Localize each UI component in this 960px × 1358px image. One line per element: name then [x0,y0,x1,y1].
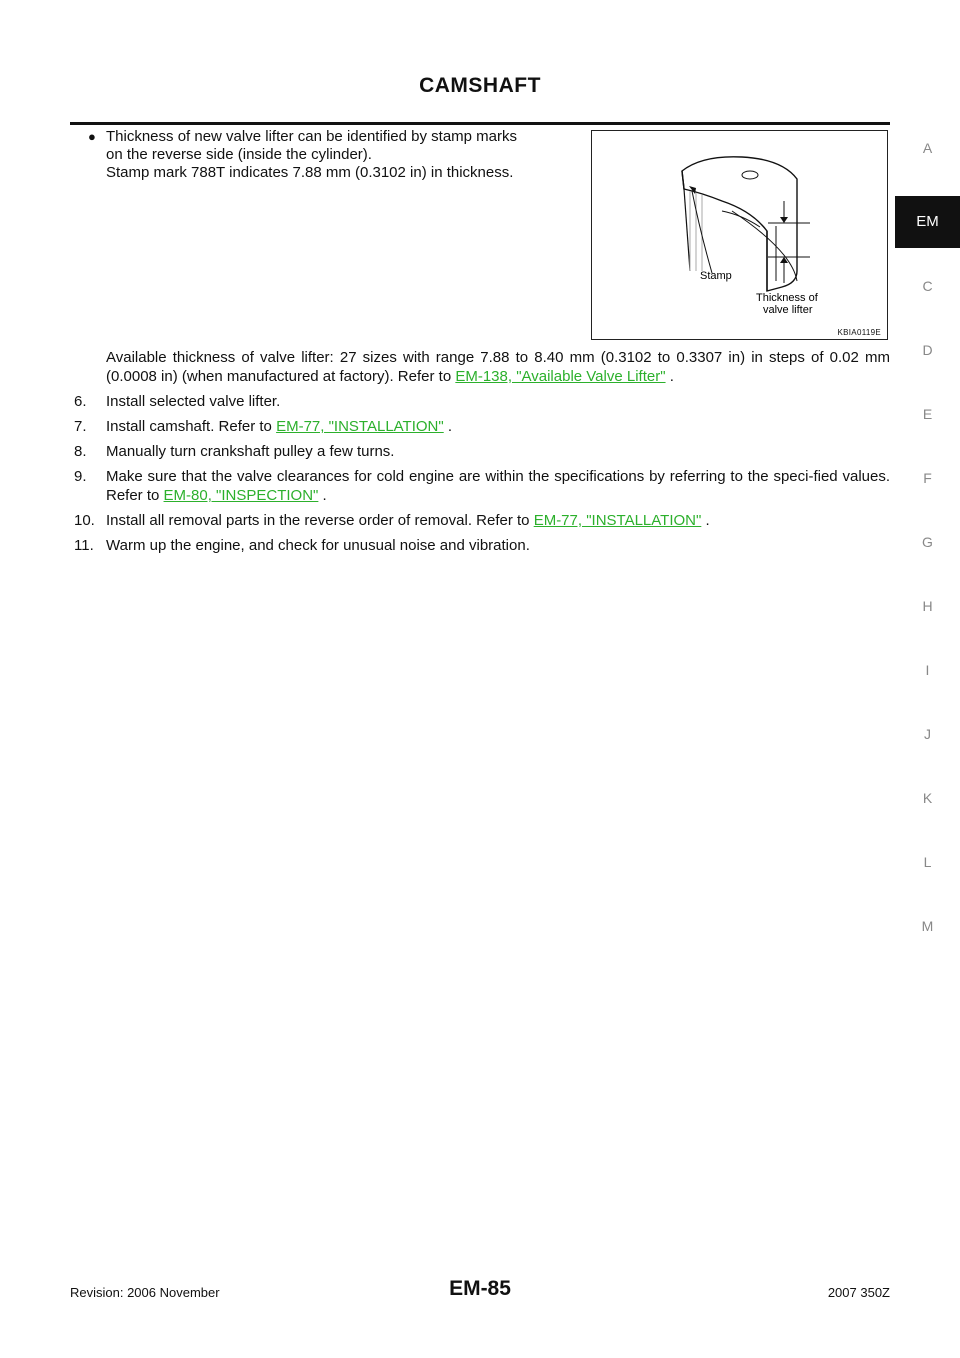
procedure-body [74,348,890,555]
step-text: Manually turn crankshaft pulley a few turns. [106,443,395,460]
link-available-valve-lifter[interactable]: EM-138, "Available Valve Lifter" [455,368,666,385]
bullet-icon: ● [88,129,96,144]
thickness-label: Thickness of [756,292,818,304]
tab-em[interactable]: EM [895,196,960,248]
tab-a[interactable]: A [922,140,933,156]
step-7: 7. Install camshaft. Refer to EM-77, "INSTALLATION" . [74,418,453,435]
page-number: EM-85 [449,1277,511,1300]
tab-f[interactable]: F [923,470,932,486]
tab-d[interactable]: D [922,342,933,358]
valve-lifter-illustration [592,131,889,341]
thickness-label: valve lifter [763,304,813,316]
tab-k[interactable]: K [922,790,933,806]
step-6 [74,392,890,411]
intro-line: Stamp mark 788T indicates 7.88 mm (0.3102 in) in thickness. [106,164,514,181]
stamp-label: Stamp [700,270,732,282]
step-number: 11. [74,537,94,554]
link-em-77-installation[interactable]: EM-77, "INSTALLATION" [533,512,702,529]
tab-g[interactable]: G [922,534,933,550]
step-text: Make sure that the valve clearances for cold engine are within the specifications by referring to the speci-fied values. Refer to [106,468,890,504]
link-em-77-installation[interactable]: EM-77, "INSTALLATION" [276,418,444,435]
step-8 [74,442,890,461]
tab-i[interactable]: I [925,662,930,678]
model-text: 2007 350Z [827,1285,890,1300]
step-11 [74,536,890,555]
header-rule [70,122,890,125]
tab-c[interactable]: C [922,278,933,294]
tab-l[interactable]: L [923,854,932,870]
revision-text: Revision: 2006 November [70,1285,220,1300]
figure-code: KBIA0119E [837,328,881,337]
step-text: Install camshaft. Refer to [106,418,277,435]
intro-bullet [90,128,590,182]
step-10: 10. Install all removal parts in the reverse order of removal. Refer to EM-77, "INSTALLATION" . [74,512,710,529]
intro-line: on the reverse side (inside the cylinder). [106,146,372,163]
step-number: 8. [74,443,87,460]
tab-e[interactable]: E [922,406,933,422]
step-number: 10. [74,512,95,529]
step-9: 9. Make sure that the valve clearances for cold engine are within the specifications by referring to the speci-fied values. Refer to EM-80, "INSPECTION" . [74,468,890,504]
step-text: Install all removal parts in the reverse order of removal. Refer to [106,512,534,529]
intro-line: Thickness of new valve lifter can be identified by stamp marks [106,128,518,145]
link-em-80-inspection[interactable]: EM-80, "INSPECTION" [163,487,319,504]
available-thickness-note: Available thickness of valve lifter: 27 sizes with range 7.88 to 8.40 mm (0.3102 to 0.3307 in) in steps of 0.02 mm (0.0008 in) (when manufactured at factory). Refer to EM-138, "Available Valve Lifter" . [106,349,890,385]
step-text: Install selected valve lifter. [106,393,281,410]
page-title: CAMSHAFT [419,74,541,97]
step-number: 6. [74,393,87,410]
step-number: 7. [74,418,87,435]
step-number: 9. [74,468,87,485]
tab-m[interactable]: M [921,918,934,934]
valve-lifter-figure [591,130,888,340]
step-text: Warm up the engine, and check for unusual noise and vibration. [106,537,530,554]
tab-h[interactable]: H [922,598,933,614]
tab-j[interactable]: J [924,726,931,742]
